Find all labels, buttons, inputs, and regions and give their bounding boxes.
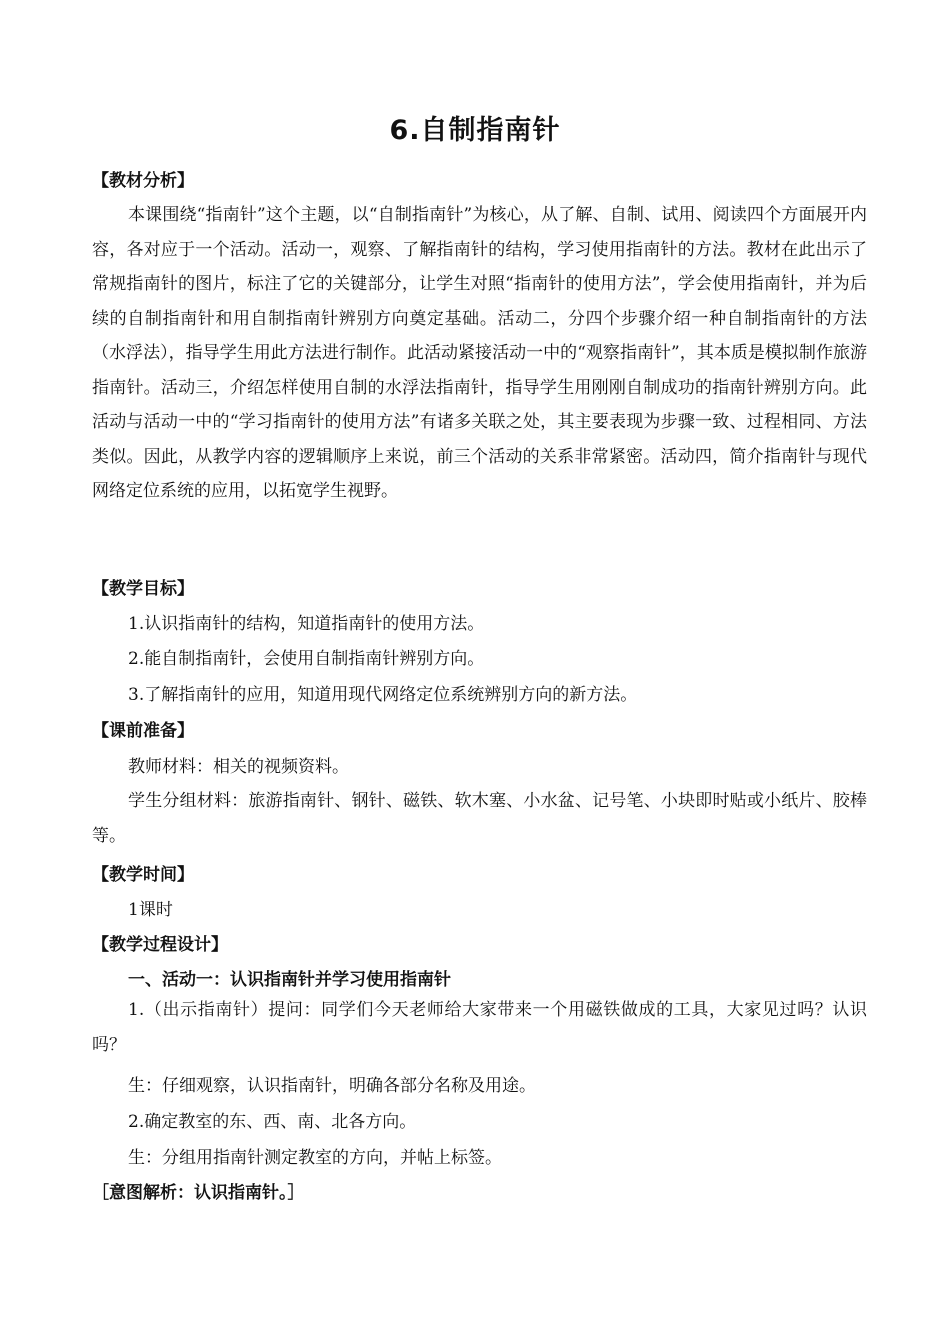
- step2-text: 2.确定教室的东、西、南、北各方向。: [128, 1112, 417, 1132]
- intent-note: ［意图解析：认识指南针。］: [92, 1183, 305, 1203]
- time-heading: 【教学时间】: [92, 865, 194, 885]
- goal-item-3: 3.了解指南针的应用，知道用现代网络定位系统辨别方向的新方法。: [128, 685, 638, 705]
- prep-student: 学生分组材料：旅游指南针、钢针、磁铁、软木塞、小水盆、记号笔、小块即时贴或小纸片、胶棒等。: [92, 791, 867, 846]
- prep-teacher: 教师材料：相关的视频资料。: [128, 757, 349, 777]
- time-value: 1课时: [128, 900, 173, 920]
- response2-text: 生：分组用指南针测定教室的方向，并帖上标签。: [128, 1148, 502, 1168]
- step1-text: 1.（出示指南针）提问：同学们今天老师给大家带来一个用磁铁做成的工具，大家见过吗？认识吗？: [92, 1000, 867, 1055]
- analysis-body: 本课围绕“指南针”这个主题，以“自制指南针”为核心，从了解、自制、试用、阅读四个方面展开内容，各对应于一个活动。活动一，观察、了解指南针的结构，学习使用指南针的方法。教材在此出示了常规指南针的图片，标注了它的关键部分，让学生对照“指南针的使用方法”，学会使用指南针，并为后续的自制指南针和用自制指南针辨别方向奠定基础。活动二，分四个步骤介绍一种自制指南针的方法（水浮法），指导学生用此方法进行制作。此活动紧接活动一中的“观察指南针”，其本质是模拟制作旅游指南针。活动三，介绍怎样使用自制的水浮法指南针，指导学生用刚刚自制成功的指南针辨别方向。此活动与活动一中的“学习指南针的使用方法”有诸多关联之处，其主要表现为步骤一致、过程相同、方法类似。因此，从教学内容的逻辑顺序上来说，前三个活动的关系非常紧密。活动四，简介指南针与现代网络定位系统的应用，以拓宽学生视野。: [92, 205, 867, 501]
- response1-text: 生：仔细观察，认识指南针，明确各部分名称及用途。: [128, 1076, 536, 1096]
- goal-item-2: 2.能自制指南针，会使用自制指南针辨别方向。: [128, 649, 485, 669]
- goal-item-1: 1.认识指南针的结构，知道指南针的使用方法。: [128, 614, 485, 634]
- process-heading: 【教学过程设计】: [92, 935, 228, 955]
- activity1-heading: 一、活动一：认识指南针并学习使用指南针: [128, 970, 451, 990]
- goals-heading: 【教学目标】: [92, 579, 194, 599]
- analysis-heading: 【教材分析】: [92, 171, 194, 191]
- prep-heading: 【课前准备】: [92, 721, 194, 741]
- page-title: 6.自制指南针: [389, 115, 561, 146]
